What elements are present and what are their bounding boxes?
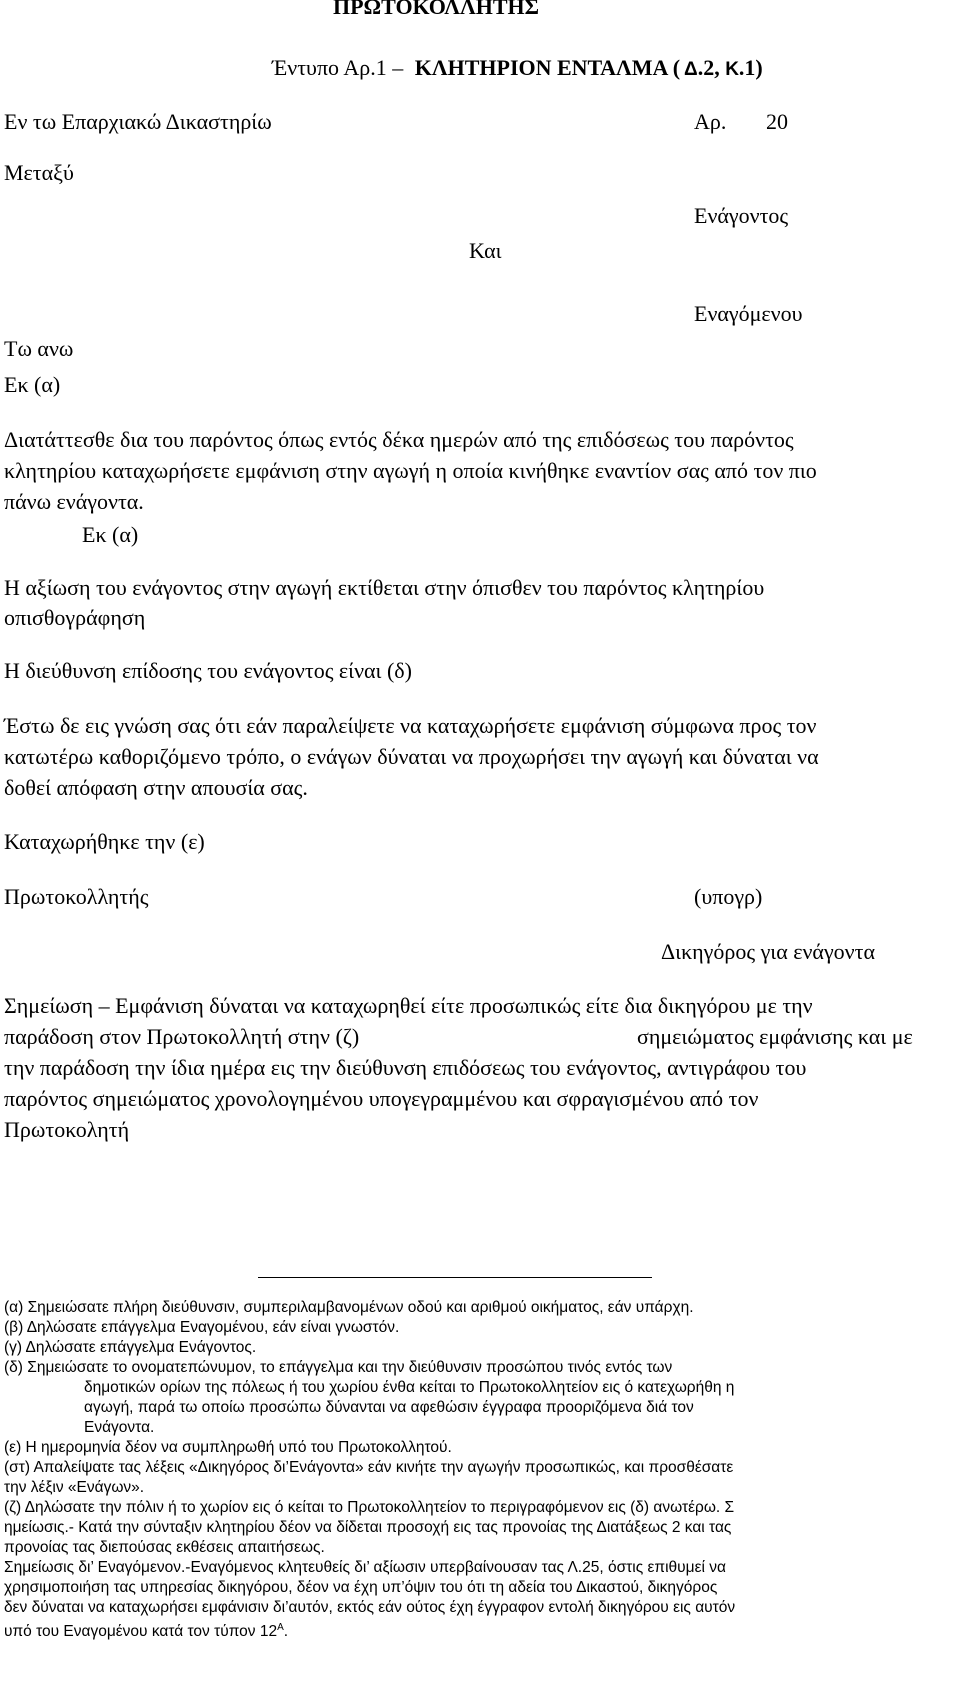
addressee-from: Εκ (α) [4, 372, 61, 397]
note-line: την παράδοση την ίδια ημέρα εις την διεύθυνση επιδόσεως του ενάγοντος, αντιγράφου του [4, 1055, 807, 1080]
defendant-note: Σημείωσις δι’ Εναγόμενον.-Εναγόμενος κλητευθείς δι’ αξίωσιν υπερβαίνουσαν τας Λ.25, όστις επιθυμεί να [4, 1559, 726, 1576]
registered-date: Καταχωρήθηκε την (ε) [4, 829, 205, 854]
case-number-label: Αρ. [694, 109, 727, 134]
and-label: Και [469, 238, 502, 263]
note-line: Σημείωση – Εμφάνιση δύναται να καταχωρηθεί είτε προσωπικώς είτε δια δικηγόρου με την [4, 993, 813, 1018]
claim-line: οπισθογράφηση [4, 605, 146, 630]
service-address: Η διεύθυνση επίδοσης του ενάγοντος είναι (δ) [4, 658, 412, 683]
document-title: ΠΡΩΤΟΚΟΛΛΗΤΗΣ [333, 0, 540, 19]
form-number: Έντυπο Αρ.1 – [272, 55, 404, 80]
addressee-to: Τω ανω [4, 336, 74, 361]
footnote-d: Ενάγοντα. [84, 1419, 155, 1436]
advocate-label: Δικηγόρος για ενάγοντα [661, 939, 875, 964]
notice-line: κατωτέρω καθοριζόμενο τρόπο, ο ενάγων δύναται να προχωρήσει την αγωγή και δύναται να [4, 744, 819, 769]
between-label: Μεταξύ [4, 160, 74, 185]
footnote-a: (α) Σημειώσατε πλήρη διεύθυνσιν, συμπεριλαμβανομένων οδού και αριθμού οικήματος, εάν υπάρχη. [4, 1299, 694, 1316]
footnote-st: την λέξιν «Ενάγων». [4, 1479, 145, 1496]
notice-line: δοθεί απόφαση στην απουσία σας. [4, 775, 308, 800]
footnote-d: δημοτικών ορίων της πόλεως ή του χωρίου ένθα κείται το Πρωτοκολλητείον εις ό κατεχωρήθη η [84, 1379, 735, 1396]
footnote-z: προνοίας τας διεπούσας εκθέσεις απαιτήσεως. [4, 1539, 325, 1556]
footnote-z: (ζ) Δηλώσατε την πόλιν ή το χωρίον εις ό κείται το Πρωτοκολλητείον το περιγραφόμενον εις (δ) ανωτέρω. Σ [4, 1499, 735, 1516]
defendant-note: δεν δύναται να καταχωρήσει εμφάνισιν δι’αυτόν, εκτός εάν ούτος έχη έγγραφον εντολή δικηγόρου εις αυτόν [4, 1599, 736, 1616]
footnote-d: (δ) Σημειώσατε το ονοματεπώνυμον, το επάγγελμα και την διεύθυνσιν προσώπου τινός εντός των [4, 1359, 673, 1376]
footnotes [4, 1298, 922, 1642]
footnote-b: (β) Δηλώσατε επάγγελμα Εναγομένου, εάν είναι γνωστόν. [4, 1319, 400, 1336]
defendant-label: Εναγόμενου [694, 301, 803, 326]
footnote-d: αγωγή, παρά τω οποίω προσώπω δύνανται να αφεθώσιν έγγραφα προοριζόμενα διά τον [84, 1399, 694, 1416]
footnote-g: (γ) Δηλώσατε επάγγελμα Ενάγοντος. [4, 1339, 257, 1356]
court-label: Εν τω Επαρχιακώ Δικαστηρίω [4, 109, 272, 134]
order-line: πάνω ενάγοντα. [4, 489, 144, 514]
footnote-e: (ε) Η ημερομηνία δέον να συμπληρωθή υπό του Πρωτοκολλητού. [4, 1439, 452, 1456]
order-line: Διατάττεσθε δια του παρόντος όπως εντός δέκα ημερών από της επιδόσεως του παρόντος [4, 427, 794, 452]
claim-line: Η αξίωση του ενάγοντος στην αγωγή εκτίθεται στην όπισθεν του παρόντος κλητηρίου [4, 575, 765, 600]
form-title: ΚΛΗΤΗΡΙΟΝ ΕΝΤΑΛΜΑ ( [414, 55, 681, 80]
plaintiff-label: Ενάγοντος [694, 203, 789, 228]
registrar-label: Πρωτοκολλητής [4, 884, 149, 909]
signature-label: (υπογρ) [694, 884, 763, 909]
case-year: 20 [766, 109, 788, 134]
footnote-st: (στ) Απαλείψατε τας λέξεις «Δικηγόρος δι’Ενάγοντα» εάν κινήτε την αγωγήν προσωπικώς, και προσθέσατε [4, 1459, 734, 1476]
note-line: παρόντος σημειώματος χρονολογημένου υπογεγραμμένου και σφραγισμένου από τον [4, 1086, 759, 1111]
note-line: σημειώματος εμφάνισης και με [637, 1024, 913, 1049]
footnote-z: ημείωσις.- Κατά την σύνταξιν κλητηρίου δέον να δίδεται προσοχή εις τας προνοίας της Διατάξεως 2 και τας [4, 1519, 732, 1536]
form-line: Έντυπο Αρ.1 – ΚΛΗΤΗΡΙΟΝ ΕΝΤΑΛΜΑ ( Δ.2, Κ.1) [272, 55, 763, 80]
defendant-note: υπό του Εναγομένου κατά τον τύπον $12^A$. [4, 1622, 289, 1641]
note-line: παράδοση στον Πρωτοκολλητή στην (ζ) [4, 1024, 360, 1049]
footnote-divider [258, 1277, 652, 1278]
notice-line: Έστω δε εις γνώση σας ότι εάν παραλείψετε να καταχωρήσετε εμφάνιση σύμφωνα προς τον [4, 713, 817, 738]
defendant-note: χρησιμοποιήση τας υπηρεσίας δικηγόρου, δέον να έχη υπ’όψιν του ότι τη αδεία του Δικαστού, δικηγόρος [4, 1579, 718, 1596]
order-line: κλητηρίου καταχωρήσετε εμφάνιση στην αγωγή η οποία κινήθηκε εναντίον σας από τον πιο [4, 458, 817, 483]
order-from: Εκ (α) [82, 522, 139, 547]
note-line: Πρωτοκολητή [4, 1117, 130, 1142]
